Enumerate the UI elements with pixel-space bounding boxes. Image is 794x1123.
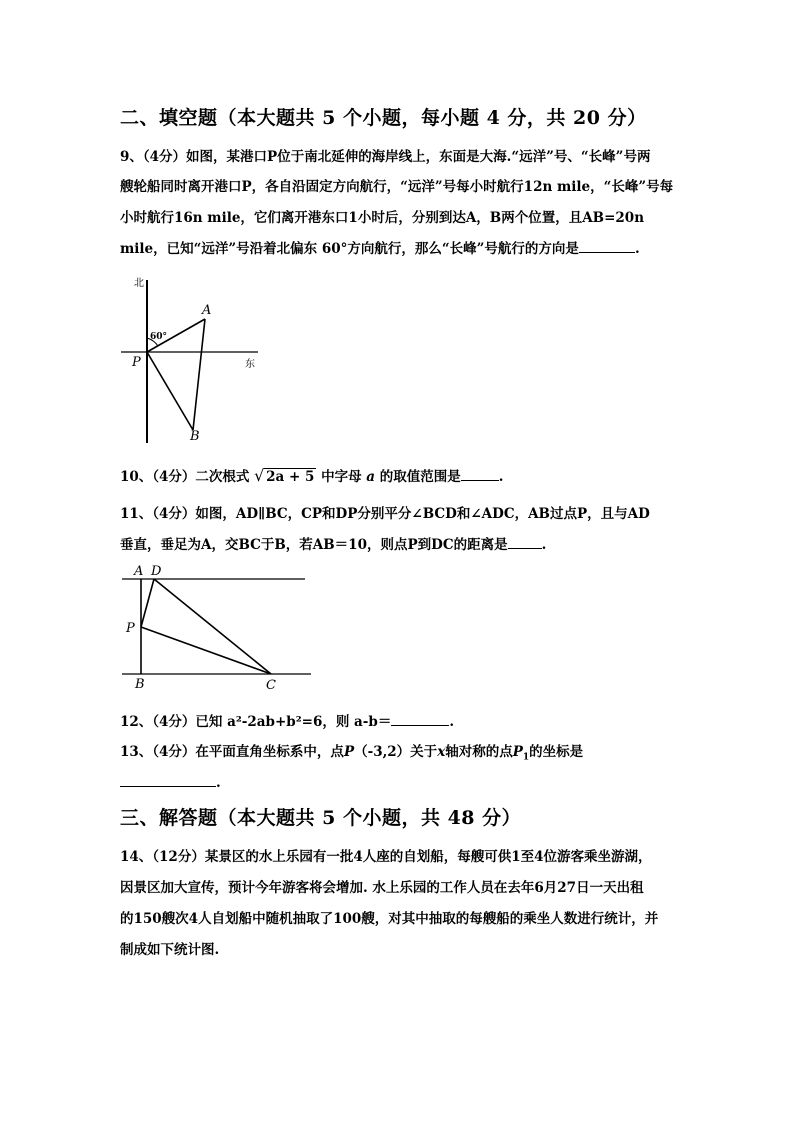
q13-point-P: P [343, 744, 355, 760]
q13-x: x [437, 744, 446, 760]
north-label: 北 [134, 278, 144, 289]
q13-prefix: 13、（4分）在平面直角坐标系中，点 [120, 744, 344, 760]
point-B-label: B [135, 677, 145, 692]
radicand: 2a + 5 [266, 469, 315, 485]
east-label: 东 [245, 359, 255, 370]
q9-line-3: 小时航行16n mile，它们离开港东口1小时后，分别到达A，B两个位置，且AB=20n [120, 210, 645, 226]
q11-figure [118, 562, 318, 694]
q14-line-1: 14、（12分）某景区的水上乐园有一批4人座的自划船，每艘可供1至4位游客乘坐游湖， [120, 849, 652, 865]
section-heading-fill-in: 二、填空题（本大题共 5 个小题，每小题 4 分，共 20 分） [120, 107, 647, 129]
q14-line-4: 制成如下统计图. [120, 942, 220, 958]
segment-DC [154, 579, 271, 674]
radical-sign-icon: √ [254, 466, 265, 485]
point-A-label: A [134, 564, 144, 579]
point-C-label: C [266, 678, 276, 693]
angle-label: 60° [150, 332, 168, 342]
segment-AB [193, 319, 205, 430]
q9-answer-blank [579, 238, 635, 253]
q11-answer-blank [508, 534, 542, 549]
q13-line-2 [120, 772, 221, 791]
q11-line-2-text: 垂直，垂足为A，交BC于B，若AB＝10，则点P到DC的距离是 [120, 537, 508, 553]
point-P-label: P [126, 621, 135, 636]
q9-line-4 [120, 237, 640, 257]
q12-answer-blank [391, 711, 449, 726]
q10-prefix: 10、（4分）二次根式 [120, 469, 250, 485]
q10-answer-blank [461, 466, 499, 481]
q13-point-P1: P [512, 744, 523, 760]
section-heading-solve: 三、解答题（本大题共 5 个小题，共 48 分） [120, 807, 522, 829]
q14-line-3: 的150艘次4人自划船中随机抽取了100艘，对其中抽取的每艘船的乘坐人数进行统计，并 [120, 911, 659, 927]
q10-line [120, 465, 503, 485]
q13-coord: （-3,2）关于 [354, 744, 438, 760]
q9-end: . [634, 241, 640, 257]
point-A-label: A [202, 303, 212, 318]
q12-end: . [449, 714, 455, 730]
q14-line-2: 因景区加大宣传，预计今年游客将会增加. 水上乐园的工作人员在去年6月27日一天出租 [120, 880, 644, 896]
q12-text: 12、（4分）已知 a²-2ab+b²=6，则 a-b＝ [120, 714, 392, 730]
point-P-label: P [132, 355, 141, 370]
q13-subscript: 1 [522, 752, 530, 763]
q13-line-1 [120, 740, 583, 763]
radical-expression [254, 466, 316, 485]
segment-DP [141, 579, 154, 627]
q11-line-1: 11、（4分）如图，AD∥BC，CP和DP分别平分∠BCD和∠ADC，AB过点P，且与AD [120, 506, 650, 522]
q10-middle: 中字母 [321, 469, 362, 485]
q13-mid: 轴对称的点 [445, 744, 513, 760]
segment-PB [147, 352, 193, 430]
q13-answer-blank [120, 772, 216, 787]
q11-end: . [541, 537, 547, 553]
q9-line-4-text: mile，已知“远洋”号沿着北偏东 60°方向航行，那么“长峰”号航行的方向是 [120, 241, 579, 257]
q10-variable: a [366, 469, 376, 485]
point-D-label: D [151, 564, 162, 579]
q9-line-2: 艘轮船同时离开港口P，各自沿固定方向航行，“远洋”号每小时航行12n mile，“长峰”号每 [120, 179, 674, 195]
q10-end: . [498, 469, 504, 485]
q12-line [120, 710, 454, 730]
q9-line-1: 9、（4分）如图，某港口P位于南北延伸的海岸线上，东面是大海.“远洋”号、“长峰”号两 [120, 149, 651, 165]
point-B-label: B [190, 429, 200, 444]
q9-figure [118, 268, 266, 448]
segment-PC [141, 627, 271, 674]
q11-line-2 [120, 533, 546, 553]
q13-end: . [216, 775, 221, 791]
q13-suffix: 的坐标是 [529, 744, 584, 760]
q10-suffix: 的取值范围是 [379, 469, 461, 485]
